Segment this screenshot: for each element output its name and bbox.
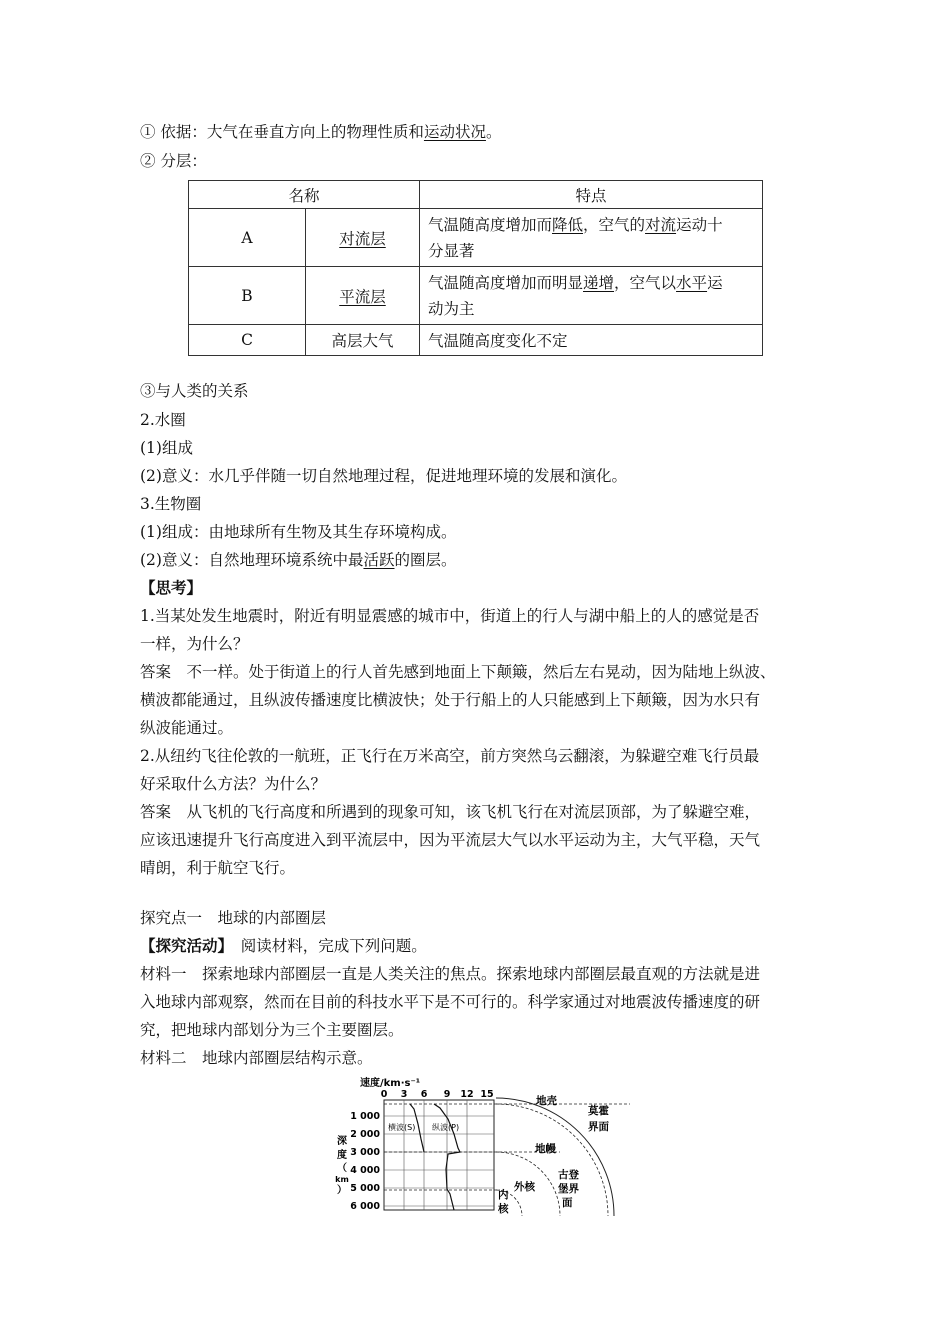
relation-line: ③与人类的关系 xyxy=(140,382,249,400)
speed-tick: 3 xyxy=(400,1089,408,1100)
feature-key: 递增 xyxy=(583,273,615,292)
depth-tick: 4 000 xyxy=(350,1165,380,1176)
material-2: 材料二 地球内部圈层结构示意。 xyxy=(140,1049,373,1067)
material-1-cont: 究，把地球内部划分为三个主要圈层。 xyxy=(140,1021,404,1039)
feature-text: 动为主 xyxy=(428,299,475,318)
crust-label: 地壳 xyxy=(536,1095,557,1107)
depth-label-char: 度 xyxy=(337,1150,347,1161)
speed-tick: 12 xyxy=(460,1089,474,1100)
layer-name: 对流层 xyxy=(339,229,386,248)
feature-text: 运动十 xyxy=(676,215,723,234)
grid-lines xyxy=(384,1100,494,1210)
plot-frame xyxy=(384,1100,494,1210)
speed-tick: 15 xyxy=(480,1089,494,1100)
depth-tick: 1 000 xyxy=(350,1111,380,1122)
speed-tick: 9 xyxy=(443,1089,451,1100)
feature-text: 气温随高度增加而明显 xyxy=(428,273,584,292)
s-wave-label: 横波(S) xyxy=(388,1123,416,1132)
answer-2: 答案 从飞机的飞行高度和所遇到的现象可知，该飞机飞行在对流层顶部，为了躲避空难， xyxy=(140,803,761,821)
key-term: 活跃 xyxy=(363,551,395,569)
layer-name: 平流层 xyxy=(339,287,386,306)
activity-line xyxy=(140,932,427,960)
mantle-label: 地幔 xyxy=(535,1143,556,1155)
layer-feature xyxy=(420,267,763,325)
basis-line xyxy=(140,118,501,146)
depth-label-char: ） xyxy=(337,1185,347,1196)
division-line: ② 分层： xyxy=(140,152,207,170)
earth-interior-figure xyxy=(330,1074,630,1224)
layer-name: 高层大气 xyxy=(306,325,420,356)
outer-core-label: 外核 xyxy=(514,1181,535,1193)
gutenberg-label: 面 xyxy=(562,1197,573,1209)
feature-text: 分显著 xyxy=(428,241,475,260)
bio-composition: (1)组成：由地球所有生物及其生存环境构成。 xyxy=(140,523,457,541)
inner-core-label: 核 xyxy=(498,1203,509,1215)
basis-underlined: 运动状况 xyxy=(423,123,486,141)
feature-text: 运 xyxy=(707,273,723,292)
depth-tick: 3 000 xyxy=(350,1147,380,1158)
feature-text: ，空气以 xyxy=(614,273,677,292)
feature-key: 水平 xyxy=(676,273,708,292)
gutenberg-label: 古登 xyxy=(558,1169,579,1181)
text: 的圈层。 xyxy=(394,551,457,569)
speed-axis-label: 速度/km·s⁻¹ xyxy=(360,1078,421,1089)
inner-core-label: 内 xyxy=(498,1189,509,1201)
depth-ticks xyxy=(350,1111,380,1212)
atmosphere-layers-table xyxy=(188,180,763,356)
depth-axis-label xyxy=(335,1134,349,1196)
activity-label: 【探究活动】 xyxy=(140,936,226,955)
feature-text: 气温随高度增加而 xyxy=(428,215,553,234)
material-1: 材料一 探索地球内部圈层一直是人类关注的焦点。探索地球内部圈层最直观的方法就是进 xyxy=(140,965,761,983)
moho-label: 莫霍 xyxy=(588,1105,609,1117)
question-1-cont: 一样，为什么？ xyxy=(140,635,249,653)
layer-letter: B xyxy=(189,267,306,325)
table-header-feature: 特点 xyxy=(420,181,763,209)
table-row xyxy=(189,325,763,356)
layer-letter: A xyxy=(189,209,306,267)
think-heading: 【思考】 xyxy=(140,578,203,597)
table-row xyxy=(189,209,763,267)
answer-1-cont: 横波都能通过，且纵波传播速度比横波快；处于行船上的人只能感到上下颠簸，因为水只有 xyxy=(140,691,761,709)
answer-1-cont: 纵波能通过。 xyxy=(140,719,234,737)
answer-2-cont: 晴朗，利于航空飞行。 xyxy=(140,859,296,877)
gutenberg-label: 堡界 xyxy=(558,1183,579,1195)
moho-label: 界面 xyxy=(588,1121,609,1133)
feature-key: 降低 xyxy=(552,215,584,234)
depth-label-char: 深 xyxy=(337,1136,347,1147)
layer-labels xyxy=(497,1094,609,1215)
basis-prefix: ① 依据：大气在垂直方向上的物理性质和 xyxy=(140,123,424,141)
activity-text: 阅读材料，完成下列问题。 xyxy=(225,937,427,955)
question-2: 2.从纽约飞往伦敦的一航班，正飞行在万米高空，前方突然乌云翻滚，为躲避空难飞行员最 xyxy=(140,747,760,765)
feature-text: ，空气的 xyxy=(583,215,646,234)
speed-tick: 6 xyxy=(420,1089,428,1100)
question-1: 1.当某处发生地震时，附近有明显震感的城市中，街道上的行人与湖中船上的人的感觉是否 xyxy=(140,607,760,625)
depth-tick: 5 000 xyxy=(350,1183,380,1194)
p-wave-label: 纵波(P) xyxy=(432,1123,460,1132)
layer-feature xyxy=(420,209,763,267)
text: (2)意义：自然地理环境系统中最 xyxy=(140,551,364,569)
speed-ticks xyxy=(381,1089,494,1100)
basis-suffix: 。 xyxy=(485,123,502,141)
table-header-name: 名称 xyxy=(189,181,420,209)
bio-significance xyxy=(140,546,457,574)
hydro-composition: (1)组成 xyxy=(140,439,193,457)
layer-letter: C xyxy=(189,325,306,356)
answer-1: 答案 不一样。处于街道上的行人首先感到地面上下颠簸，然后左右晃动，因为陆地上纵波、 xyxy=(140,663,776,681)
depth-label-char: （ xyxy=(337,1163,347,1174)
biosphere-heading: 3.生物圈 xyxy=(140,495,202,513)
section-title: 探究点一 地球的内部圈层 xyxy=(140,909,327,927)
depth-tick: 2 000 xyxy=(350,1129,380,1140)
table-row xyxy=(189,267,763,325)
layer-feature: 气温随高度变化不定 xyxy=(420,325,763,356)
hydrosphere-heading: 2.水圈 xyxy=(140,411,186,429)
speed-tick: 0 xyxy=(380,1089,388,1100)
feature-key: 对流 xyxy=(645,215,677,234)
depth-label-char: km xyxy=(335,1175,349,1184)
depth-tick: 6 000 xyxy=(350,1201,380,1212)
question-2-cont: 好采取什么方法？为什么？ xyxy=(140,775,327,793)
hydro-significance: (2)意义：水几乎伴随一切自然地理过程，促进地理环境的发展和演化。 xyxy=(140,467,627,485)
material-1-cont: 入地球内部观察，然而在目前的科技水平下是不可行的。科学家通过对地震波传播速度的研 xyxy=(140,993,761,1011)
answer-2-cont: 应该迅速提升飞行高度进入到平流层中，因为平流层大气以水平运动为主，大气平稳，天气 xyxy=(140,831,761,849)
